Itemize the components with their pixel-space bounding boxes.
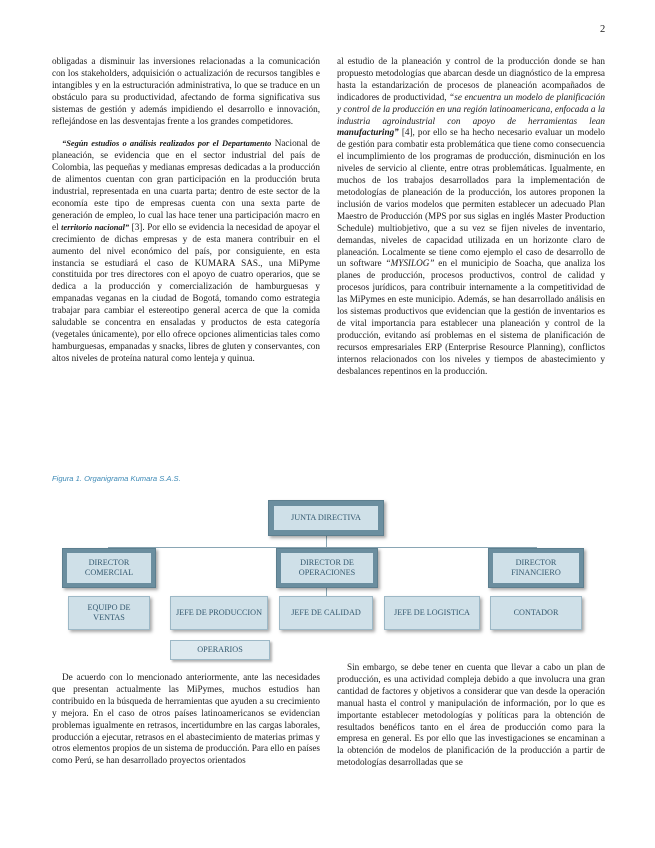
jefe-logistica-box: JEFE DE LOGISTICA (384, 596, 480, 630)
text: al estudio de la planeación y control de la producción donde se han propuesto metodologías que abarcan desde un diagnóstico de la empresa hasta la estandarización de procesos de planeación acompañados de indicadores de productividad, (337, 56, 605, 102)
paragraph: Sin embargo, se debe tener en cuenta que llevar a cabo un plan de producción, es una actividad compleja debido a que involucra una gran cantidad de factores y objetivos a considerar que van desde la operación manual hasta el control y manipulación de información, por lo que es importante establecer metodologías y políticas para la obtención de resultados benéficos tanto en el área de producción como para la empresa en general. Es por ello que las investigaciones se encaminan a la obtención de modelos de planificación de la producción a partir de metodologías desarrolladas que se (337, 662, 605, 768)
operarios-box: OPERARIOS (170, 640, 270, 660)
quote: “se encuentra un modelo de planificación y control de la producción en una región latinoamericana, enfocada a la industria agroindustrial con apoyo de herramientas lean (337, 91, 605, 126)
text: en el municipio de Soacha, que analiza los planes de producción, procesos productivos, control de calidad y procesos jurídicos, para contribuir internamente a la competitividad de las MiPymes en este municipio. Además, se han desarrollado análisis en los sistemas productivos que evidencian que la gestión de inventarios es de vital importancia para establecer una planeación y control de la producción, evitando así problemas en el sistema de planificación de recursos empresariales ERP (Enterprise Resource Planning), conflictos internos relacionados con los niveles y tiempos de abastecimiento y desbalances repentinos en la producción. (337, 258, 605, 376)
paragraph: obligadas a disminuir las inversiones relacionadas a la comunicación con los stakeholders, adquisición o actualización de recursos tangibles e intangibles y en la estructuración administrativa, lo que se traduce en un obstáculo para su productividad, afectando de forma significativa sus sistemas de gestión y además impidiendo el desarrollo e innovación, reflejándose en las desventajas frente a los grandes competidores. (52, 56, 320, 126)
paragraph (337, 56, 605, 377)
jefe-calidad-box: JEFE DE CALIDAD (279, 596, 373, 630)
label: JUNTA DIRECTIVA (274, 506, 378, 530)
quote: manufacturing” (337, 127, 399, 138)
left-column-bottom (52, 672, 320, 767)
director-operaciones-box (276, 548, 378, 588)
text: [3]. Por ello se evidencia la necesidad de apoyar el crecimiento de dichas empresas y de esta manera contribuir en el aumento del nivel económico del país, por consiguiente, en esta instancia se estudiará el caso de KUMARA SAS., una MiPyme constituida por tres directores con el apoyo de cuatro operarios, que se dedica a la producción y comercialización de hamburguesas y empanadas veganas en la ciudad de Bogotá, tomando como estrategia trabajar para cambiar el estereotipo general acerca de que la comida saludable se concentra en ensaladas y productos de esta categoría (vegetales únicamente), por ello ofrece opciones alimenticias tales como hamburguesas, empanadas y snacks, libres de gluten y conservantes, con altos niveles de proteína natural como lenteja y quinua. (52, 221, 320, 363)
paragraph (52, 138, 320, 364)
director-comercial-box (62, 548, 156, 588)
paragraph: De acuerdo con lo mencionado anteriormente, ante las necesidades que presentan actualmente las MiPymes, muchos estudios han contribuido en la búsqueda de herramientas que ayuden a su crecimiento y mejora. En el caso de otros países latinoamericanos se evidencian problemas igualmente en retrasos, incertidumbre en las cargas laborales, producción a ejecutar, retrasos en el abastecimiento de materias primas y otros elementos propios de un sistema de producción. Para ello en países como Perú, se han desarrollado proyectos orientados (52, 672, 320, 766)
quote: “Según estudios o análisis realizados por el Departamento (62, 139, 272, 149)
quote: “MYSILOG” (385, 258, 435, 269)
junta-directiva-box (268, 500, 384, 536)
quote: territorio nacional” (61, 222, 130, 232)
label: DIRECTOR DE OPERACIONES (281, 553, 373, 583)
figure-caption: Figura 1. Organigrama Kumara S.A.S. (52, 474, 181, 483)
page-number: 2 (600, 24, 606, 35)
text: [4], por ello se ha hecho necesario evaluar un modelo de gestión para combatir esta problemática que tiene como consecuencia el incumplimiento de los programas de producción, disminución en los niveles de servicio al cliente, entre otras problemáticas. Igualmente, en muchos de los trabajos desarrollados para la implementación de metodologías de planeación de la producción, los autores proponen la inclusión de varios modelos que permiten establecer un adecuado Plan Maestro de Producción (MPS por sus siglas en inglés Master Production Schedule) multiobjetivo, que a su vez se fijen niveles de inventario, demandas, niveles de capacidad utilizada en un horizonte claro de planeación. Localmente se tiene como ejemplo el caso de desarrollo de un software (337, 127, 605, 269)
right-column-top (337, 56, 605, 377)
text: Nacional de planeación, se evidencia que en el sector industrial del país de Colombia, las pequeñas y medianas empresas dedicadas a la producción de alimentos cuentan con gran participación en la producción bruta industrial, representada en una cuarta parta; dentro de este sector de la economía este tipo de empresas cuenta con una sexta parte de generación de empleo, lo cual las hace tener una participación macro en el (52, 138, 320, 232)
label: DIRECTOR FINANCIERO (493, 553, 579, 583)
jefe-produccion-box: JEFE DE PRODUCCION (170, 596, 268, 630)
contador-box: CONTADOR (490, 596, 582, 630)
right-column-bottom (337, 662, 605, 769)
director-financiero-box (488, 548, 584, 588)
label: DIRECTOR COMERCIAL (67, 553, 151, 583)
equipo-ventas-box: EQUIPO DE VENTAS (68, 596, 150, 630)
left-column-top (52, 56, 320, 365)
